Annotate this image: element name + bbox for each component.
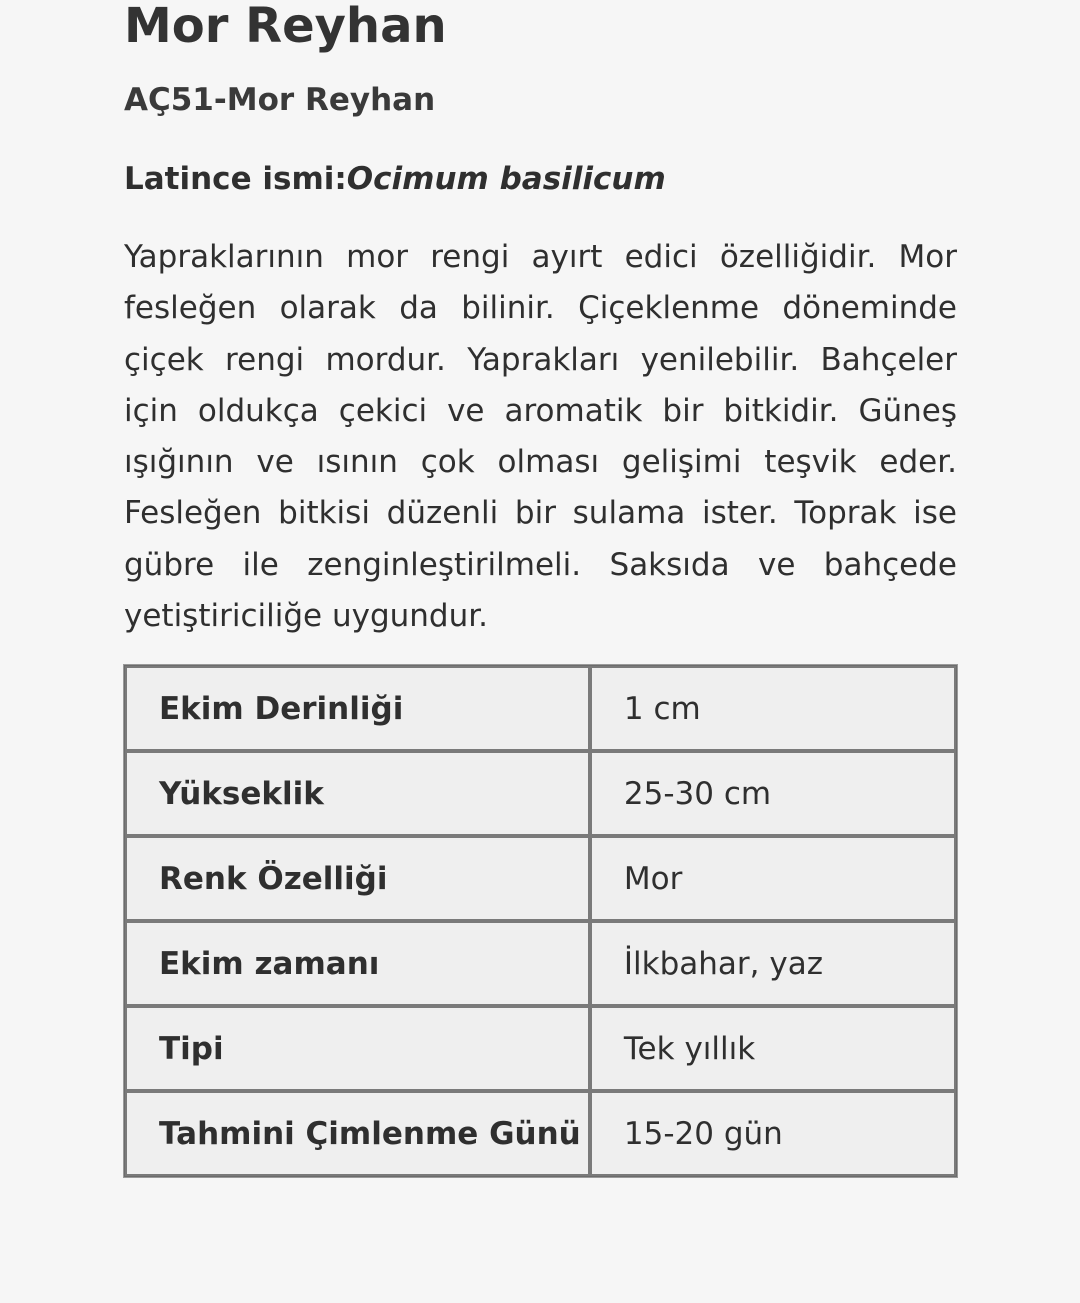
latin-name-value: Ocimum basilicum [346, 161, 666, 197]
spec-label: Tipi [125, 1006, 590, 1091]
latin-name-label: Latince ismi: [124, 161, 347, 197]
table-row [125, 836, 956, 921]
specs-table [124, 665, 957, 1177]
table-row [125, 666, 956, 751]
spec-value: İlkbahar, yaz [590, 921, 956, 1006]
product-code: AÇ51-Mor Reyhan [124, 82, 436, 118]
spec-label: Tahmini Çimlenme Günü [125, 1091, 590, 1176]
table-row [125, 751, 956, 836]
page-title: Mor Reyhan [124, 0, 447, 54]
table-row [125, 921, 956, 1006]
spec-label: Ekim Derinliği [125, 666, 590, 751]
product-description: Yapraklarının mor rengi ayırt edici özelliğidir. Mor fesleğen olarak da bilinir. Çiçeklenme döneminde çiçek rengi mordur. Yaprakları yenilebilir. Bahçeler için oldukça çekici ve aromatik bir bitkidir. Güneş ışığının ve ısının çok olması gelişimi teşvik eder. Fesleğen bitkisi düzenli bir sulama ister. Toprak ise gübre ile zenginleştirilmeli. Saksıda ve bahçede yetiştiriciliğe uygundur. [124, 239, 957, 635]
spec-value: Tek yıllık [590, 1006, 956, 1091]
spec-label: Renk Özelliği [125, 836, 590, 921]
spec-value: 1 cm [590, 666, 956, 751]
spec-value: 25-30 cm [590, 751, 956, 836]
table-row [125, 1006, 956, 1091]
spec-label: Yükseklik [125, 751, 590, 836]
spec-value: Mor [590, 836, 956, 921]
table-row [125, 1091, 956, 1176]
spec-value: 15-20 gün [590, 1091, 956, 1176]
latin-name-line [124, 157, 666, 201]
spec-label: Ekim zamanı [125, 921, 590, 1006]
